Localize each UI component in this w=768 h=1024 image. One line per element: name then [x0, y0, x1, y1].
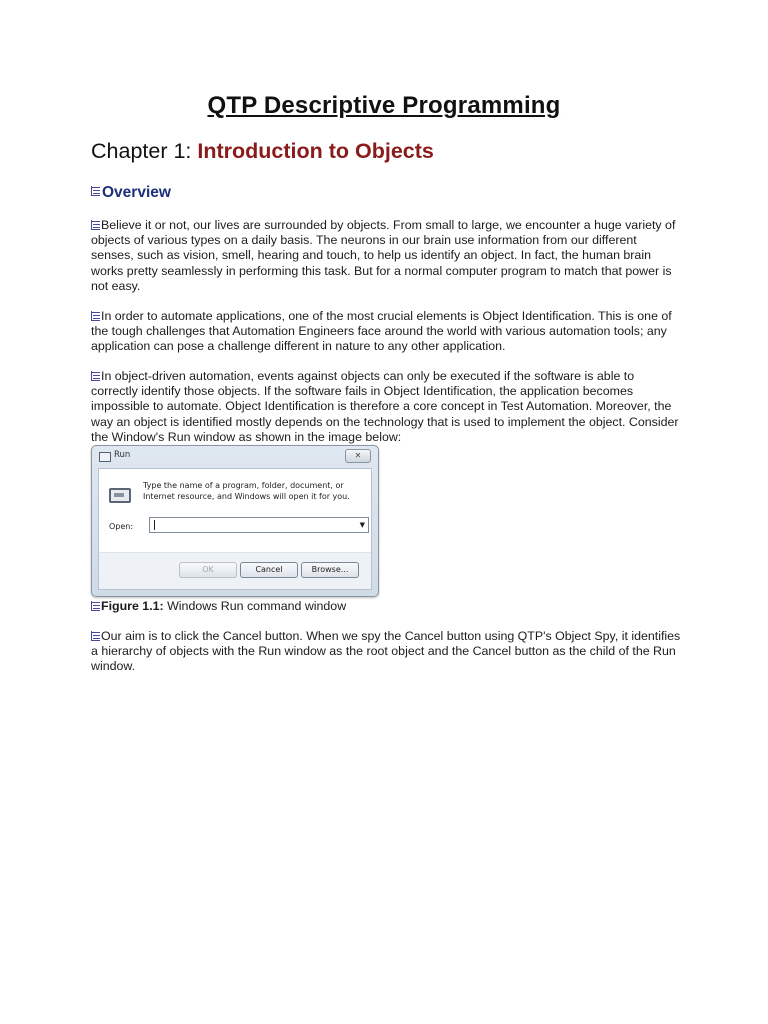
paragraph: [91, 218, 681, 294]
run-dialog-description: Type the name of a program, folder, document, or Internet resource, and Windows will open it for you.: [143, 481, 350, 501]
chapter-number: Chapter 1:: [91, 139, 198, 163]
run-program-icon: [109, 488, 131, 503]
document-outline-icon: [91, 371, 100, 381]
run-dialog-title: Run: [114, 450, 131, 460]
paragraph-text: Believe it or not, our lives are surrounded by objects. From small to large, we encounter a huge variety of objects of various types on a daily basis. The neurons in our brain use information from our different senses, such as vision, smell, hearing and touch, to help us identify an object. In fact, the human brain works pretty seamlessly in performing this task. But for a normal computer program to match that power is not easy.: [91, 218, 676, 293]
document-outline-icon: [91, 220, 100, 230]
open-label: Open:: [109, 522, 134, 531]
document-outline-icon: [91, 601, 100, 611]
run-dialog-figure: [91, 445, 379, 597]
close-icon[interactable]: ✕: [345, 449, 371, 463]
figure-caption: [91, 599, 346, 613]
chevron-down-icon[interactable]: ▼: [359, 521, 365, 529]
chapter-name: Introduction to Objects: [197, 139, 434, 163]
document-outline-icon: [91, 186, 101, 197]
run-dialog-footer: [99, 552, 371, 589]
chapter-heading: [91, 139, 434, 164]
paragraph-text: In order to automate applications, one of the most crucial elements is Object Identification. This is one of the tough challenges that Automation Engineers face around the world with various automation tools; any application can pose a challenge different in nature to any other application.: [91, 309, 672, 354]
section-heading: [91, 184, 171, 202]
document-outline-icon: [91, 311, 100, 321]
paragraph-text: In object-driven automation, events against objects can only be executed if the software is able to correctly identify those objects. If the software fails in Object Identification, the application becomes impossible to automate. Object Identification is therefore a core concept in Test Automation. Moreover, the way an object is identified mostly depends on the technology that is used to implement the object. Consider the Window's Run window as shown in the image below:: [91, 369, 679, 444]
paragraph: [91, 629, 681, 675]
paragraph: [91, 369, 681, 445]
run-window-icon: [99, 452, 111, 462]
paragraph-text: Our aim is to click the Cancel button. When we spy the Cancel button using QTP's Object Spy, it identifies a hierarchy of objects with the Run window as the root object and the Cancel button as the child of the Run window.: [91, 629, 681, 674]
run-dialog-titlebar: [92, 446, 378, 468]
figure-caption-label: Figure 1.1:: [101, 599, 164, 613]
paragraph: [91, 309, 681, 355]
figure-caption-text: Windows Run command window: [163, 599, 347, 613]
run-dialog-body: [98, 468, 372, 590]
open-combobox[interactable]: [149, 517, 369, 533]
section-heading-text: Overview: [102, 184, 171, 201]
text-caret: [154, 520, 155, 530]
browse-button[interactable]: Browse...: [301, 562, 359, 578]
cancel-button[interactable]: Cancel: [240, 562, 298, 578]
document-title: QTP Descriptive Programming: [207, 92, 561, 119]
ok-button[interactable]: OK: [179, 562, 237, 578]
document-outline-icon: [91, 631, 100, 641]
